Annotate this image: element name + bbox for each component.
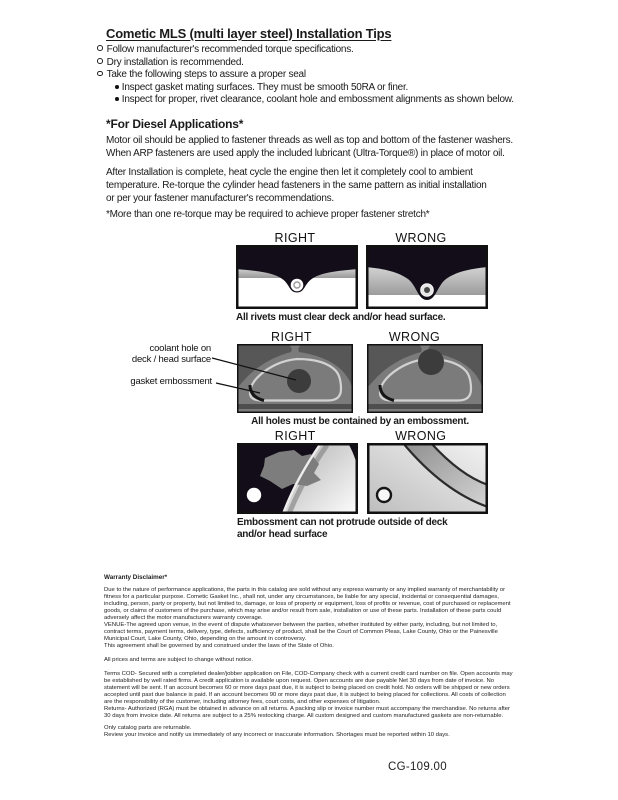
edge-right-graphic	[237, 443, 358, 514]
text-line: Review your invoice and notify us immediately of any incorrect or inaccurate information. Shortages must be reported within 10 days.	[104, 731, 450, 738]
figure-label-right: RIGHT	[274, 429, 316, 443]
figure-label-right: RIGHT	[274, 231, 316, 245]
tips-list	[97, 44, 514, 105]
disclaimer-paragraph-warranty	[104, 587, 520, 622]
text-line: contract terms, payment terms, delivery, type, defects, sufficiency of product, shall be the Court of Common Pleas, Lake County, Ohio or the Painesville	[104, 628, 498, 635]
text-line: Embossment can not protrude outside of deck	[237, 517, 448, 528]
text-line: This agreement shall be governed by and construed under the laws of the State of Ohio.	[104, 642, 334, 649]
disclaimer-paragraph-catalog	[104, 725, 520, 739]
text-line: Motor oil should be applied to fastener threads as well as top and bottom of the fastener washers.	[106, 135, 513, 146]
list-item	[97, 69, 514, 82]
figure-label-wrong: WRONG	[388, 330, 441, 344]
list-item	[97, 44, 514, 57]
diagram-edge-right	[237, 443, 358, 514]
figure-hole-embossment	[237, 330, 483, 427]
hole-right-graphic	[237, 344, 353, 413]
disclaimer-paragraph-prices: All prices and terms are subject to change without notice.	[104, 657, 253, 663]
text-line: After Installation is complete, heat cycle the engine then let it completely cool to ambient	[106, 167, 473, 178]
text-line: Returns- Authorized (RGA) must be obtained in advance on all returns. A packing slip or invoice number must accompany the merchandise. No returns after	[104, 706, 511, 712]
text-line: accepted until past due balance is paid. If an account becomes 90 or more days past due, it is subject to being placed for collections. All costs of collection	[104, 691, 506, 698]
figure-embossment-protrusion	[237, 429, 488, 540]
list-item	[115, 94, 514, 106]
text-line: Due to the nature of performance applications, the parts in this catalog are sold without any express warranty or any implied warranty of merchantability or	[104, 587, 506, 593]
text-line: VENUE-The agreed upon venue, in the event of dispute whatsoever between the parties, whether instituted by either party, including, but not limited to,	[104, 622, 498, 628]
list-item-text: Inspect gasket mating surfaces. They must be smooth 50RA or finer.	[121, 82, 409, 94]
annotation-coolant-hole	[51, 343, 211, 365]
text-line: 30 days from invoice date. All returns are subject to a 25% restocking charge. All custom designed and custom manufactured gaskets are non-returnable.	[104, 712, 504, 719]
figure-caption	[237, 517, 488, 540]
figure-label-wrong: WRONG	[395, 429, 447, 443]
rivet-right-graphic	[236, 245, 358, 309]
paragraph-motor-oil	[106, 134, 513, 160]
list-item-text: Dry installation is recommended.	[106, 56, 244, 68]
figure-rivet-clearance	[236, 231, 488, 323]
text-line: Only catalog parts are returnable.	[104, 725, 192, 731]
text-line: including, person, party or property, but not limited to, damage, or loss of property or equipment, loss of profits or revenue, cost of purchased or replacement	[104, 600, 511, 607]
text-line: adversely affect the motor manufacturers warranty coverage.	[104, 614, 263, 621]
text-line: goods, or claims of customers of the purchase, which may arise and/or result from sale, installation or use of these parts. Installation of these parts could	[104, 607, 502, 614]
text-line: temperature. Re-torque the cylinder head fasteners in the same pattern as initial installation	[106, 180, 487, 191]
text-line: Municipal Court, Lake County, Ohio, depending on the amount in controversy.	[104, 635, 307, 642]
page-title: Cometic MLS (multi layer steel) Installation Tips	[106, 26, 392, 41]
figure-label-wrong: WRONG	[395, 231, 447, 245]
bolt-hole	[377, 488, 391, 502]
circle-bullet-icon	[97, 45, 103, 51]
section-heading-diesel: *For Diesel Applications*	[106, 117, 244, 131]
dot-bullet-icon	[115, 97, 119, 101]
dot-bullet-icon	[115, 85, 119, 89]
diagram-rivet-wrong	[366, 245, 488, 309]
circle-bullet-icon	[97, 58, 103, 64]
coolant-hole	[287, 369, 311, 393]
rivet-wrong-graphic	[366, 245, 488, 309]
paragraph-heat-cycle	[106, 166, 487, 205]
paragraph-retorque-note: *More than one re-torque may be required to achieve proper fastener stretch*	[106, 209, 430, 220]
edge-wrong-graphic	[367, 443, 488, 514]
hole-wrong-graphic	[367, 344, 483, 413]
bolt-hole	[247, 488, 261, 502]
text-line: coolant hole on	[149, 343, 211, 354]
figure-caption: All rivets must clear deck and/or head surface.	[236, 312, 446, 323]
figure-label-right: RIGHT	[271, 330, 312, 344]
text-line: are the responsibility of the customer, including attorney fees, court costs, and other expenses of litigation.	[104, 698, 381, 705]
diagram-edge-wrong	[367, 443, 488, 514]
text-line: deck / head surface	[131, 354, 211, 365]
circle-bullet-icon	[97, 71, 103, 77]
diagram-rivet-right	[236, 245, 358, 309]
list-item-text: Inspect for proper, rivet clearance, coolant hole and embossment alignments as shown below.	[121, 93, 514, 105]
page-code: CG-109.00	[388, 761, 447, 773]
diagram-hole-wrong	[367, 344, 483, 413]
annotation-gasket-embossment: gasket embossment	[130, 376, 212, 387]
text-line: or per your fastener manufacturer's recommendations.	[106, 193, 334, 204]
text-line: be established by well rated firms. A credit application is available upon request. Open accounts are due payable Net 30 days from date of invoice. No	[104, 677, 494, 684]
figure-caption: All holes must be contained by an embossment.	[251, 416, 469, 427]
text-line: statement will be sent. If an account becomes 60 or more days past due, it is subject to being placed on credit hold. No orders will be shipped or new orders	[104, 684, 510, 691]
disclaimer-paragraph-venue	[104, 622, 520, 650]
disclaimer-paragraph-returns	[104, 706, 520, 720]
coolant-hole	[418, 349, 444, 375]
disclaimer-heading: Warranty Disclaimer*	[104, 574, 168, 581]
text-line: When ARP fasteners are used apply the included lubricant (Ultra-Torque®) in place of motor oil.	[106, 148, 505, 159]
list-item-text: Take the following steps to assure a proper seal	[106, 69, 306, 81]
text-line: and/or head surface	[237, 528, 328, 540]
text-line: Terms COD- Secured with a completed dealer/jobber application on File, COD-Company check with a current credit card number on file. Open accounts may	[104, 671, 513, 677]
list-item-text: Follow manufacturer's recommended torque specifications.	[106, 44, 354, 55]
text-line: fitness for a particular purpose. Cometic Gasket Inc., shall not, under any circumstances, be liable for any special, incidental or consequential damages,	[104, 593, 499, 600]
list-item	[97, 57, 514, 70]
diagram-hole-right	[237, 344, 353, 413]
disclaimer-paragraph-terms	[104, 671, 520, 706]
list-item	[115, 82, 514, 94]
